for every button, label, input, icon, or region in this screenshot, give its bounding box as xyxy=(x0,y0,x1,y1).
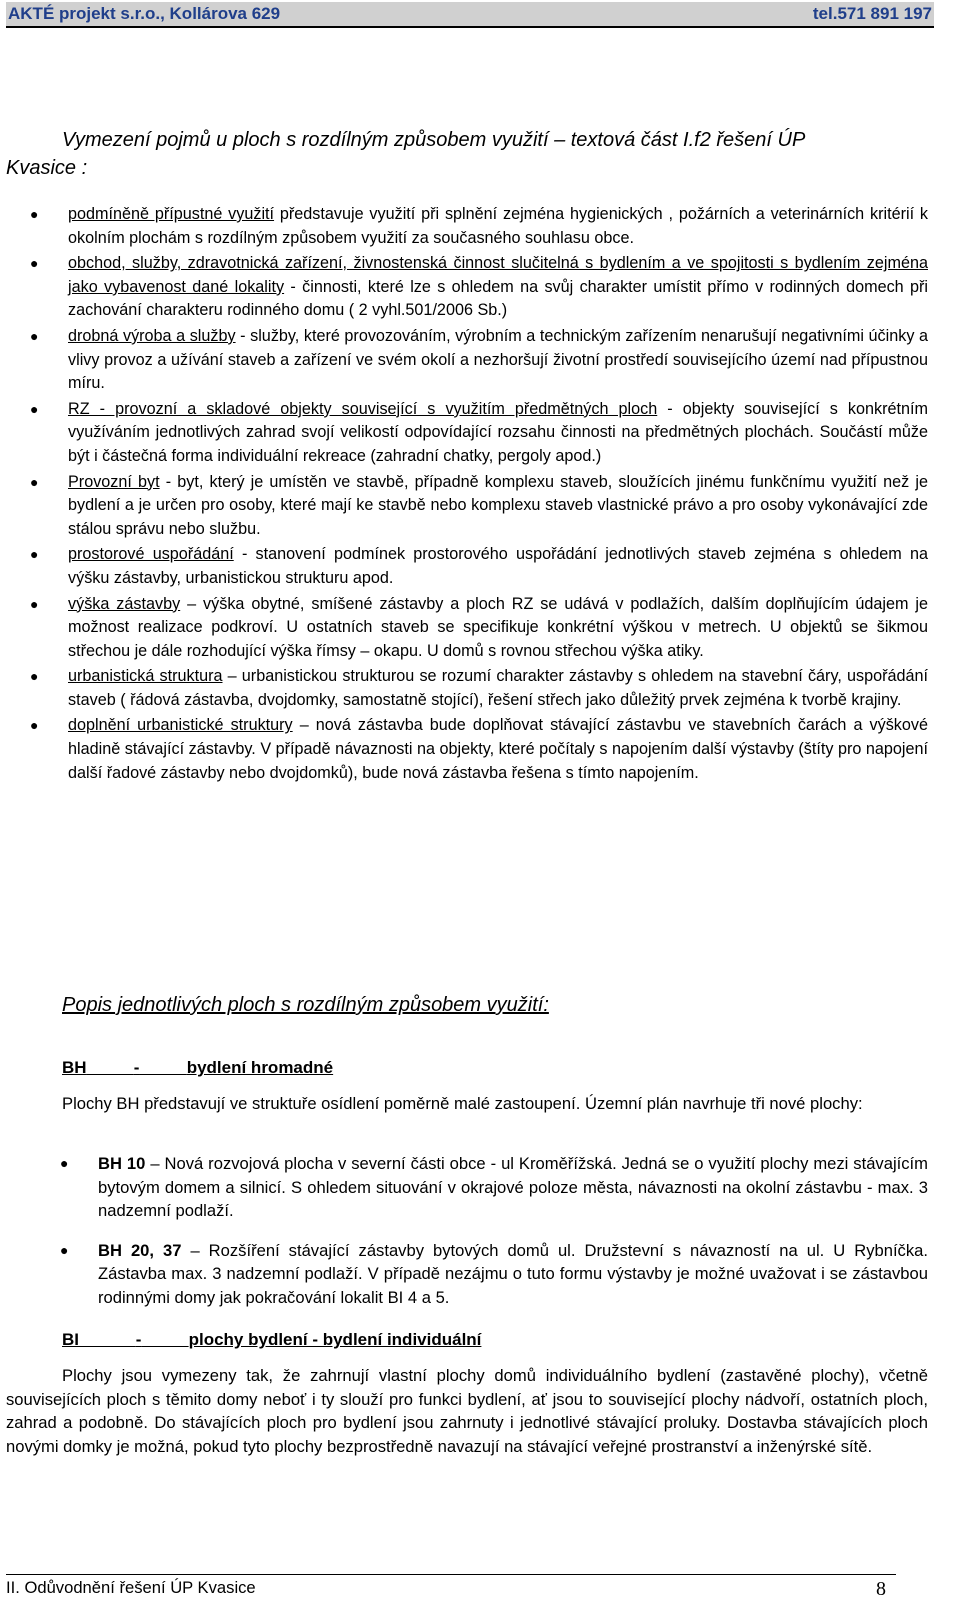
bullet-icon: ● xyxy=(30,255,39,272)
bh-item-text: – Nová rozvojová plocha v severní části obce - ul Kroměřížská. Jedná se o využití plochy mezi stávajícím bytovým domem a silnicí. S ohledem situování v okrajové poloze města, návaznosti na okolní zástavbu - max. 3 nadzemní podlaží. xyxy=(98,1154,928,1221)
bullet-icon: ● xyxy=(60,1155,69,1171)
list-item xyxy=(0,1152,928,1223)
list-item xyxy=(0,471,928,542)
bi-dash: - xyxy=(135,1330,142,1349)
list-item xyxy=(0,665,928,712)
bi-intro xyxy=(6,1364,928,1458)
definition-text: – výška obytné, smíšené zástavby a ploch RZ se udává v podlažích, dalším doplňujícím údajem je možnost realizace podkroví. U ostatních staveb se specifikuje konkrétní výškou v metrech. U objektů se šikmou střechou je dále rozhodující výška římsy – okapu. U domů s rovnou střechou výška atiky. xyxy=(68,594,928,660)
bullet-icon: ● xyxy=(30,327,39,344)
bh-list xyxy=(0,1152,928,1326)
bi-code: BI xyxy=(62,1330,79,1349)
bh-code: BH xyxy=(62,1058,87,1077)
bh-heading xyxy=(62,1058,333,1078)
bh-item-label: BH 10 xyxy=(98,1154,146,1173)
definition-text: – urbanistickou strukturou se rozumí charakter zástavby s ohledem na stavební čáry, uspořádání staveb ( řádová zástavba, dvojdomky, samostatně stojící), řešení střech jako důležitý prvek zejména k tvorbě krajiny. xyxy=(68,667,928,709)
definition-term: prostorové uspořádání xyxy=(68,545,234,564)
list-item xyxy=(0,252,928,323)
definition-text: - objekty související s konkrétním využíváním jednotlivých zahrad svojí velikostí odpovídající rozsahu činnosti na předmětných plochách. Součástí může být i částečná forma individuální rekreace (zahradní chatky, pergoly apod.) xyxy=(68,399,928,465)
bi-heading xyxy=(62,1330,481,1350)
list-item xyxy=(0,543,928,590)
list-item xyxy=(0,203,928,250)
list-item xyxy=(0,398,928,469)
definition-text: - činnosti, které lze s ohledem na svůj charakter umístit přímo v rodinných domech při zachování charakteru rodinného domu ( 2 vyhl.501/2006 Sb.) xyxy=(68,277,928,320)
phone-number: tel.571 891 197 xyxy=(812,4,932,23)
bh-item-label: BH 20, 37 xyxy=(98,1240,182,1260)
list-item xyxy=(0,1239,928,1310)
bullet-icon: ● xyxy=(30,595,39,612)
definition-text: představuje využití při splnění zejména hygienických , požárních a veterinárních kritérií k okolním plochám s rozdílným způsobem využití za současného souhlasu obce. xyxy=(68,205,928,247)
bullet-icon: ● xyxy=(30,400,39,417)
footer-title: II. Odůvodnění řešení ÚP Kvasice xyxy=(6,1578,256,1597)
bh-name: bydlení hromadné xyxy=(186,1058,334,1077)
list-item xyxy=(0,325,928,396)
section-title-line2: Kvasice : xyxy=(6,157,88,179)
definition-term: Provozní byt xyxy=(68,472,160,491)
bullet-icon: ● xyxy=(30,206,39,222)
bullet-icon: ● xyxy=(60,1241,69,1258)
bh-intro xyxy=(6,1092,928,1116)
definitions-list xyxy=(0,203,928,787)
bullet-icon: ● xyxy=(30,546,39,563)
bullet-icon: ● xyxy=(30,717,39,734)
definition-term: drobná výroba a služby xyxy=(68,326,236,345)
bh-dash: - xyxy=(133,1058,140,1077)
definition-term: doplnění urbanistické struktury xyxy=(68,716,293,735)
bullet-icon: ● xyxy=(30,668,39,685)
popis-title xyxy=(62,994,549,1017)
list-item xyxy=(0,593,928,664)
page-footer xyxy=(6,1578,896,1601)
definition-term: RZ - provozní a skladové objekty související s využitím předmětných ploch xyxy=(68,399,658,418)
page-number: 8 xyxy=(876,1578,886,1600)
definition-text: - služby, které provozováním, výrobním a technickým zařízením nenarušují negativními účinky a vlivy provoz a užívání staveb a zařízení ve svém okolí a nezhoršují životní prostředí souvisejícího území nad přípustnou míru. xyxy=(68,326,928,393)
bullet-icon: ● xyxy=(30,473,39,490)
section-title xyxy=(6,126,926,182)
bh-item-text: – Rozšíření stávající zástavby bytových domů ul. Družstevní s návazností na ul. U Rybníčka. Zástavba max. 3 nadzemní podlaží. V případě nezájmu o tuto formu výstavby je možné uvažovat i se zástavbou rodinnými domy jak pokračování lokalit BI 4 a 5. xyxy=(98,1240,928,1307)
list-item xyxy=(0,714,928,785)
section-title-line1: Vymezení pojmů u ploch s rozdílným způsobem využití – textová část I.f2 řešení ÚP xyxy=(62,129,806,151)
page-header xyxy=(6,2,934,28)
popis-title-text: Popis jednotlivých ploch s rozdílným způsobem využití: xyxy=(62,994,549,1016)
definition-term: výška zástavby xyxy=(68,594,181,613)
company-name: AKTÉ projekt s.r.o., Kollárova 629 xyxy=(8,4,281,23)
footer-divider xyxy=(6,1574,896,1575)
definition-term: obchod, služby, zdravotnická zařízení, živnostenská činnost slučitelná s bydlením a ve spojitosti s bydlením zejména jako vybavenost dané lokality xyxy=(68,254,928,296)
definition-term: podmíněně přípustné využití xyxy=(68,205,275,223)
bi-name: plochy bydlení - bydlení individuální xyxy=(188,1330,482,1349)
bi-intro-text: Plochy jsou vymezeny tak, že zahrnují vlastní plochy domů individuálního bydlení (zastavěné plochy), včetně souvisejících ploch s těmito domy neboť i ty slouží pro funkci bydlení, ať jsou to související plochy nádvoří, ostatních ploch, zahrad a podobně. Do stávajících ploch pro bydlení jsou zahrnuty i jednotlivé stávající proluky. Dostavba stávajících ploch novými domky je možná, pokud tyto plochy bezprostředně navazují na stávající veřejné prostranství a inženýrské sítě. xyxy=(6,1366,928,1456)
definition-text: - byt, který je umístěn ve stavbě, případně komplexu staveb, sloužících jinému funkčnímu využití než je bydlení a je určen pro osoby, které mají ke stavbě nebo komplexu staveb vlastnické právo a pro osoby vykonávající zde stálou správu nebo službu. xyxy=(68,472,928,538)
definition-text: - stanovení podmínek prostorového uspořádání jednotlivých staveb zejména s ohledem na výšku zástavby, urbanistickou strukturu apod. xyxy=(68,545,928,587)
definition-text: – nová zástavba bude doplňovat stávající zástavbu ve stavebních čarách a výškové hladině stávající zástavby. V případě návaznosti na objekty, které počítaly s napojením další výstavby (štíty pro napojení další řadové zástavby nebo dvojdomků), bude nová zástavba řešena s tímto napojením. xyxy=(68,716,928,782)
definition-term: urbanistická struktura xyxy=(68,667,223,686)
bh-intro-text: Plochy BH představují ve struktuře osídlení poměrně malé zastoupení. Územní plán navrhuje tři nové plochy: xyxy=(62,1094,863,1113)
